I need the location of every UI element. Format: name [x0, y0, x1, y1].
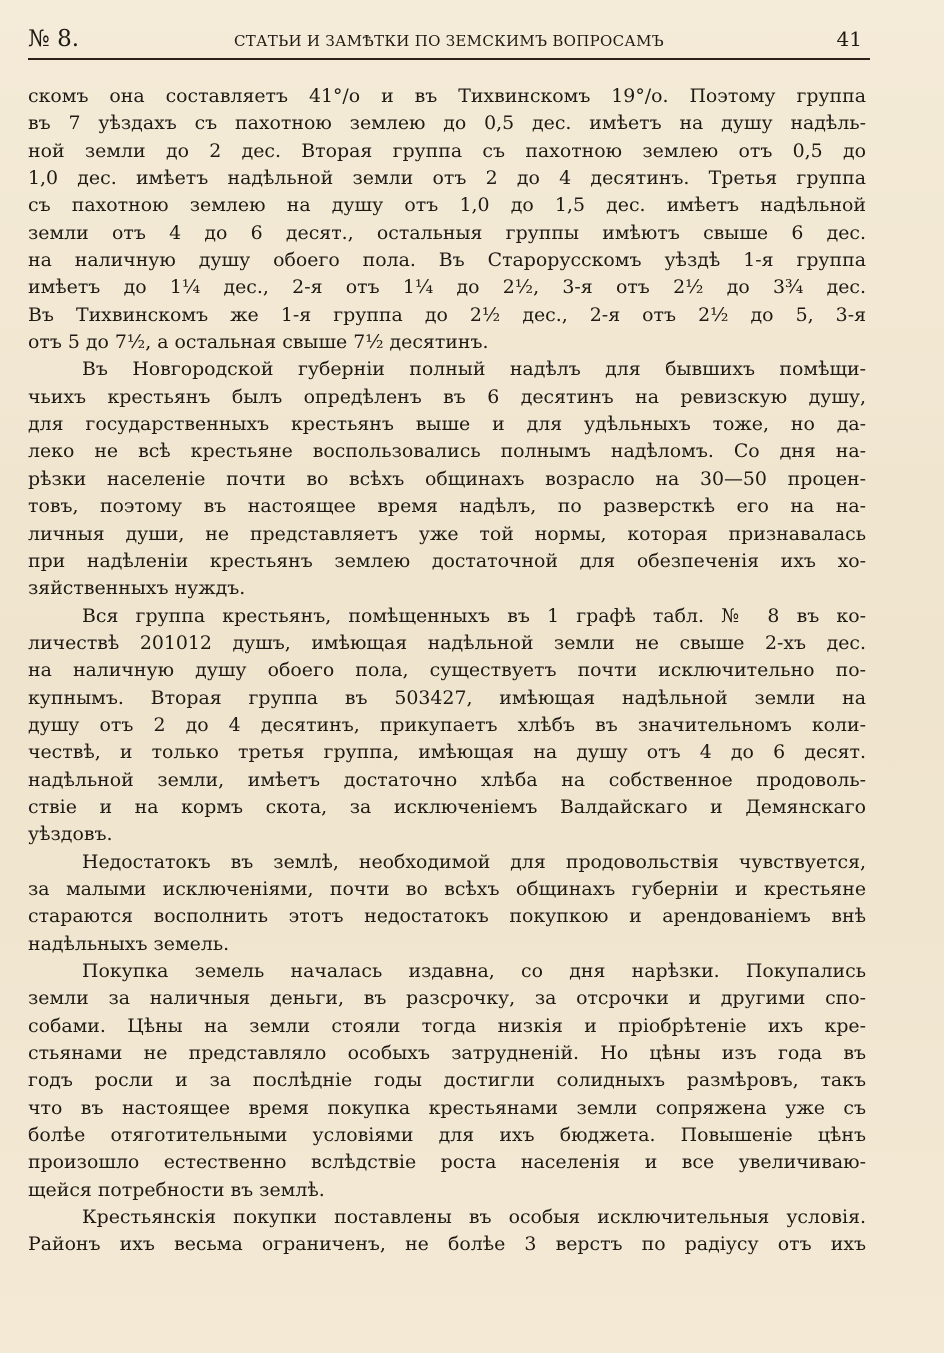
text-line: ствіе и на кормъ скота, за исключеніемъ Валдайскаго и Демянскаго	[28, 795, 866, 818]
text-line: купнымъ. Вторая группа въ 503427, имѣющая надѣльной земли на	[28, 686, 866, 709]
text-line: леко не всѣ крестьяне воспользовались полнымъ надѣломъ. Со дня на-	[28, 440, 866, 463]
text-line: имѣетъ до 1¼ дес., 2-я отъ 1¼ до 2½, 3-я отъ 2½ до 3¾ дес.	[28, 276, 866, 299]
text-line: за малыми исключеніями, почти во всѣхъ общинахъ губерніи и крестьяне	[28, 877, 866, 900]
text-line: Въ Новгородской губерніи полный надѣлъ для бывшихъ помѣщи-	[82, 358, 866, 381]
text-line: Районъ ихъ весьма ограниченъ, не болѣе 3 верстъ по радіусу отъ ихъ	[28, 1233, 866, 1256]
text-line: съ пахотною землею на душу отъ 1,0 до 1,5 дес. имѣетъ надѣльной	[28, 194, 866, 217]
text-line: душу отъ 2 до 4 десятинъ, прикупаетъ хлѣбъ въ значительномъ коли-	[28, 713, 866, 736]
text-line: скомъ она составляетъ 41°/о и въ Тихвинскомъ 19°/о. Поэтому группа	[28, 85, 866, 107]
text-line: Вся группа крестьянъ, помѣщенныхъ въ 1 графѣ табл. № 8 въ ко-	[82, 604, 866, 627]
text-line: на наличную душу обоего пола. Въ Старорусскомъ уѣздѣ 1-я группа	[28, 249, 866, 272]
page-header	[28, 26, 870, 60]
text-line: стараются восполнить этотъ недостатокъ покупкою и арендованіемъ внѣ	[28, 905, 866, 928]
text-line: 1,0 дес. имѣетъ надѣльной земли отъ 2 до 4 десятинъ. Третья группа	[28, 167, 866, 190]
text-line: личествѣ 201012 душъ, имѣющая надѣльной земли не свыше 2-хъ дес.	[28, 631, 866, 654]
text-line: Въ Тихвинскомъ же 1-я группа до 2½ дес., 2-я отъ 2½ до 5, 3-я	[28, 303, 866, 326]
body-text	[28, 83, 866, 1259]
page-number: 41	[836, 27, 862, 51]
text-line: рѣзки населеніе почти во всѣхъ общинахъ возрасло на 30—50 процен-	[28, 467, 866, 490]
text-line: земли отъ 4 до 6 десят., остальныя группы имѣютъ свыше 6 дес.	[28, 221, 866, 244]
text-line: произошло естественно вслѣдствіе роста населенія и все увеличиваю-	[28, 1151, 866, 1174]
text-line: ной земли до 2 дес. Вторая группа съ пахотною землею отъ 0,5 до	[28, 139, 866, 162]
issue-number: № 8.	[28, 26, 80, 52]
text-line: чьихъ крестьянъ былъ опредѣленъ въ 6 десятинъ на ревизскую душу,	[28, 385, 866, 408]
text-line: уѣздовъ.	[28, 823, 113, 846]
text-line: годъ росли и за послѣдніе годы достигли солидныхъ размѣровъ, такъ	[28, 1069, 866, 1092]
text-line: надѣльной земли, имѣетъ достаточно хлѣба на собственное продоволь-	[28, 768, 866, 791]
text-line: земли за наличныя деньги, въ разсрочку, за отсрочки и другими спо-	[28, 987, 866, 1010]
text-line: надѣльныхъ земель.	[28, 932, 230, 955]
text-line: при надѣленіи крестьянъ землею достаточной для обезпеченія ихъ хо-	[28, 549, 866, 572]
text-line: щейся потребности въ землѣ.	[28, 1178, 325, 1201]
text-line: что въ настоящее время покупка крестьянами земли сопряжена уже съ	[28, 1096, 866, 1119]
text-line: зяйственныхъ нуждъ.	[28, 577, 246, 600]
text-line: Недостатокъ въ землѣ, необходимой для продовольствія чувствуется,	[82, 850, 866, 873]
text-line: товъ, поэтому въ настоящее время надѣлъ, по разверсткѣ его на на-	[28, 495, 866, 518]
text-line: стьянами не представляло особыхъ затрудненій. Но цѣны изъ года въ	[28, 1042, 866, 1065]
running-title: СТАТЬИ И ЗАМѢТКИ ПО ЗЕМСКИМЪ ВОПРОСАМЪ	[234, 32, 664, 50]
text-line: собами. Цѣны на земли стояли тогда низкія и пріобрѣтеніе ихъ кре-	[28, 1014, 866, 1037]
text-line: Крестьянскія покупки поставлены въ особыя исключительныя условія.	[82, 1206, 866, 1229]
text-line: на наличную душу обоего пола, существуетъ почти исключительно по-	[28, 659, 866, 682]
text-line: чествѣ, и только третья группа, имѣющая на душу отъ 4 до 6 десят.	[28, 741, 866, 764]
text-line: личныя души, не представляетъ уже той нормы, которая признавалась	[28, 522, 866, 545]
text-line: Покупка земель началась издавна, со дня нарѣзки. Покупались	[82, 960, 866, 982]
text-line: въ 7 уѣздахъ съ пахотною землею до 0,5 дес. имѣетъ на душу надѣль-	[28, 112, 866, 135]
text-line: болѣе отяготительными условіями для ихъ бюджета. Повышеніе цѣнъ	[28, 1124, 866, 1147]
text-line: отъ 5 до 7½, а остальная свыше 7½ десятинъ.	[28, 331, 489, 354]
text-line: для государственныхъ крестьянъ выше и для удѣльныхъ тоже, но да-	[28, 413, 866, 436]
